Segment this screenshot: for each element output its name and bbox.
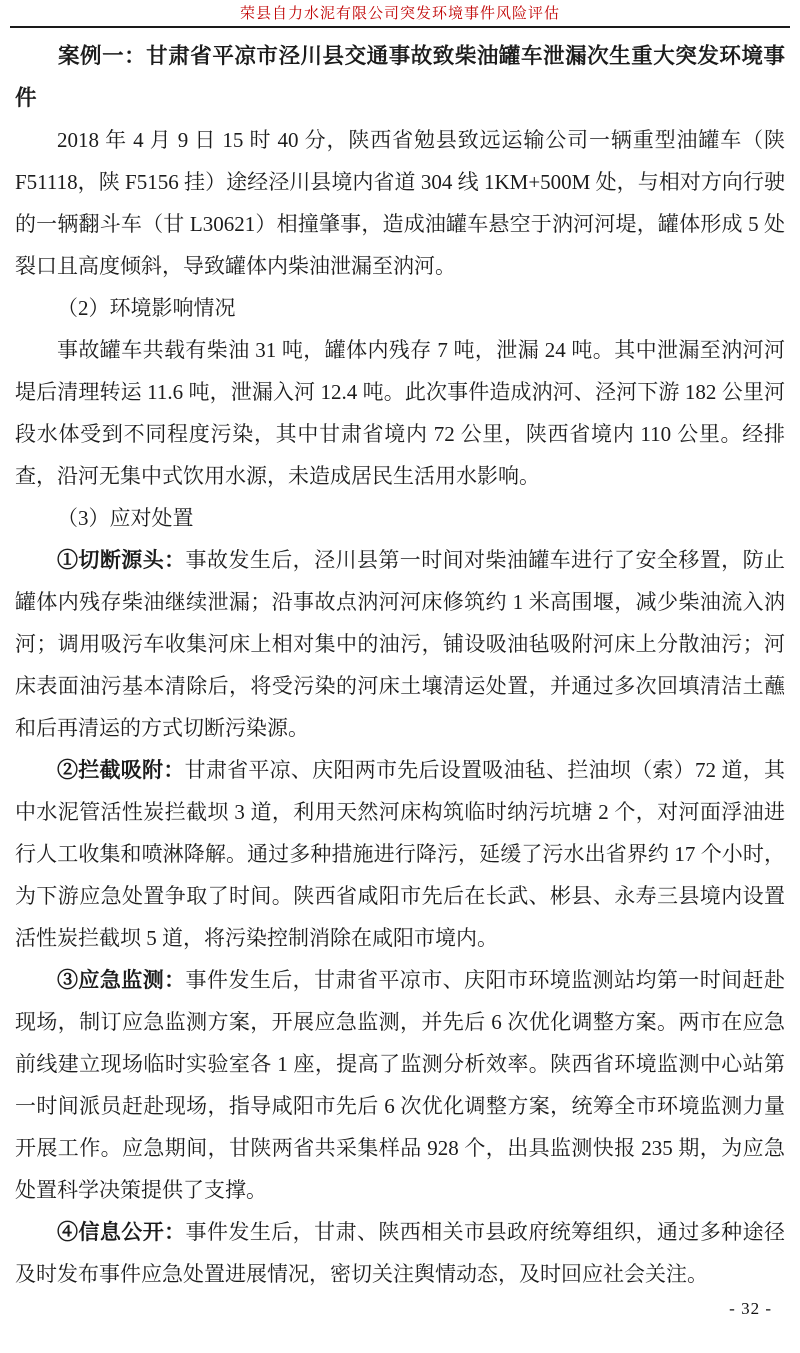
paragraph-response-information bbox=[15, 1211, 785, 1295]
lead-monitoring: ③应急监测： bbox=[57, 968, 186, 992]
paragraph-response-interception bbox=[15, 749, 785, 959]
paragraph-environmental-impact: 事故罐车共载有柴油 31 吨，罐体内残存 7 吨，泄漏 24 吨。其中泄漏至汭河河堤后清理转运 11.6 吨，泄漏入河 12.4 吨。此次事件造成汭河、泾河下游 182 公里河段水体受到不同程度污染，其中甘肃省境内 72 公里，陕西省境内 110 公里。经排查，沿河无集中式饮用水源，未造成居民生活用水影响。 bbox=[15, 338, 785, 488]
lead-information: ④信息公开： bbox=[57, 1220, 186, 1244]
text-monitoring: 事件发生后，甘肃省平凉市、庆阳市环境监测站均第一时间赶赴现场，制订应急监测方案，开展应急监测，并先后 6 次优化调整方案。两市在应急前线建立现场临时实验室各 1 座，提高了监测分析效率。陕西省环境监测中心站第一时间派员赶赴现场，指导咸阳市先后 6 次优化调整方案，统筹全市环境监测力量开展工作。应急期间，甘陕两省共采集样品 928 个，出具监测快报 235 期，为应急处置科学决策提供了支撑。 bbox=[15, 968, 785, 1202]
document-body bbox=[0, 28, 800, 1295]
text-information: 事件发生后，甘肃、陕西相关市县政府统筹组织，通过多种途径及时发布事件应急处置进展情况，密切关注舆情动态，及时回应社会关注。 bbox=[15, 1220, 785, 1286]
text-cut-source: 事故发生后，泾川县第一时间对柴油罐车进行了安全移置，防止罐体内残存柴油继续泄漏；沿事故点汭河河床修筑约 1 米高围堰，减少柴油流入汭河；调用吸污车收集河床上相对集中的油污，铺设吸油毡吸附河床上分散油污；河床表面油污基本清除后，将受污染的河床土壤清运处置，并通过多次回填清洁土蘸和后再清运的方式切断污染源。 bbox=[15, 548, 785, 740]
section-heading-response: （3）应对处置 bbox=[57, 506, 194, 530]
lead-interception: ②拦截吸附： bbox=[57, 758, 185, 782]
paragraph-response-monitoring bbox=[15, 959, 785, 1211]
header-title: 荣县自力水泥有限公司突发环境事件风险评估 bbox=[239, 6, 560, 22]
lead-cut-source: ①切断源头： bbox=[57, 548, 186, 572]
paragraph-response-cut-source bbox=[15, 539, 785, 749]
page-header bbox=[0, 0, 800, 28]
paragraph-incident-overview: 2018 年 4 月 9 日 15 时 40 分，陕西省勉县致远运输公司一辆重型油罐车（陕 F51118，陕 F5156 挂）途经泾川县境内省道 304 线 1KM+500M 处，与相对方向行驶的一辆翻斗车（甘 L30621）相撞肇事，造成油罐车悬空于汭河河堤，罐体形成 5 处裂口且高度倾斜，导致罐体内柴油泄漏至汭河。 bbox=[15, 128, 785, 278]
case-title: 案例一：甘肃省平凉市泾川县交通事故致柴油罐车泄漏次生重大突发环境事件 bbox=[15, 44, 785, 110]
text-interception: 甘肃省平凉、庆阳两市先后设置吸油毡、拦油坝（索）72 道，其中水泥管活性炭拦截坝 3 道，利用天然河床构筑临时纳污坑塘 2 个，对河面浮油进行人工收集和喷淋降解。通过多种措施进行降污，延缓了污水出省界约 17 个小时，为下游应急处置争取了时间。陕西省咸阳市先后在长武、彬县、永寿三县境内设置活性炭拦截坝 5 道，将污染控制消除在咸阳市境内。 bbox=[15, 758, 786, 950]
section-heading-environmental-impact: （2）环境影响情况 bbox=[57, 296, 236, 320]
page-number: - 32 - bbox=[729, 1299, 772, 1318]
